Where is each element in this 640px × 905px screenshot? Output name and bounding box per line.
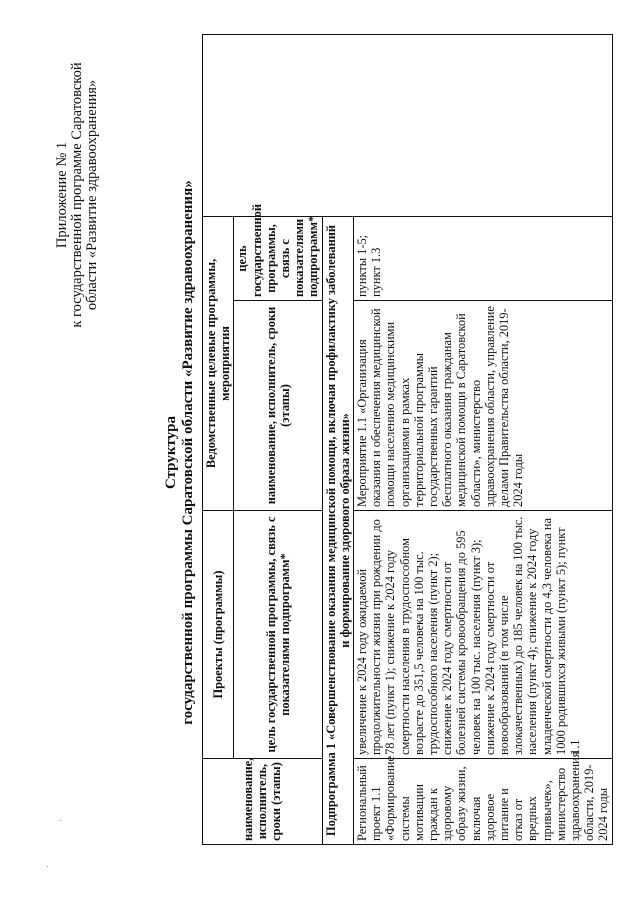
project-goal-cell: увеличение к 2024 году ожидаемой продолжительности жизни при рождении до 78 лет (пункт 1); снижение к 2024 году смертности населения в трудоспособном возрасте до 351,5 человека на 100 тыс. трудоспособного населения (пункт 2); снижение к 2024 году смертности от болезней системы кровообращения до 595 человек на 100 тыс. населения (пункт 3); снижение к 2024 году смертности от новообразований (в том числе злокачественных) до 185 человек на 100 тыс. населения (пункт 4); снижение к 2024 году младенческой смертности до 4,3 человека на 1000 родившихся живыми (пункт 5); пункт 1.1 xyxy=(354,511,613,759)
measure-name-cell: Мероприятие 1.1 «Организация оказания и обеспечения медицинской помощи населению медицинскими организациями в рамках территориальной программы государственных гарантий бесплатного оказания гражданам медицинской помощи в Саратовской области», министерство здравоохранения области, управление делами Правительства области, 2019-2024 годы xyxy=(354,301,613,511)
header-measure-goal: цель государственной программы, связь с показателями подпрограмм* xyxy=(234,216,322,300)
header-row-1 xyxy=(203,34,234,844)
header-departmental-group: Ведомственные целевые программы, мероприятия xyxy=(203,216,234,510)
document-title xyxy=(163,0,197,905)
structure-table xyxy=(202,34,613,845)
header-measure-name: наименование, исполнитель, сроки (этапы) xyxy=(234,301,322,511)
header-projects-group: Проекты (программы) xyxy=(203,511,234,759)
title-line: Структура xyxy=(163,416,179,489)
appendix-line: Приложение № 1 xyxy=(54,141,70,249)
appendix-note xyxy=(55,45,100,345)
subprogram-title: Подпрограмма 1 «Совершенствование оказания медицинской помощи, включая профилактику заболеваний и формирование здорового образа жизни» xyxy=(322,216,353,844)
header-project-goal: цель государственной программы, связь с показателями подпрограмм* xyxy=(234,511,322,759)
appendix-line: к государственной программе Саратовской xyxy=(69,62,85,328)
measure-goal-cell: пункты 1-5; пункт 1.3 xyxy=(354,216,613,300)
project-name-cell: Региональный проект 1.1 «Формирование системы мотивации граждан к здоровому образу жизни, включая здоровое питание и отказ от вредных привычек», министерство здравоохранения области, 2019-2024 годы xyxy=(354,759,613,845)
header-project-name: наименование, исполнитель, сроки (этапы) xyxy=(203,759,323,845)
title-line: государственной программы Саратовской области «Развитие здравоохранения» xyxy=(180,180,196,725)
appendix-line: области «Развитие здравоохранения» xyxy=(84,79,100,311)
right-margin-cell xyxy=(203,34,613,216)
